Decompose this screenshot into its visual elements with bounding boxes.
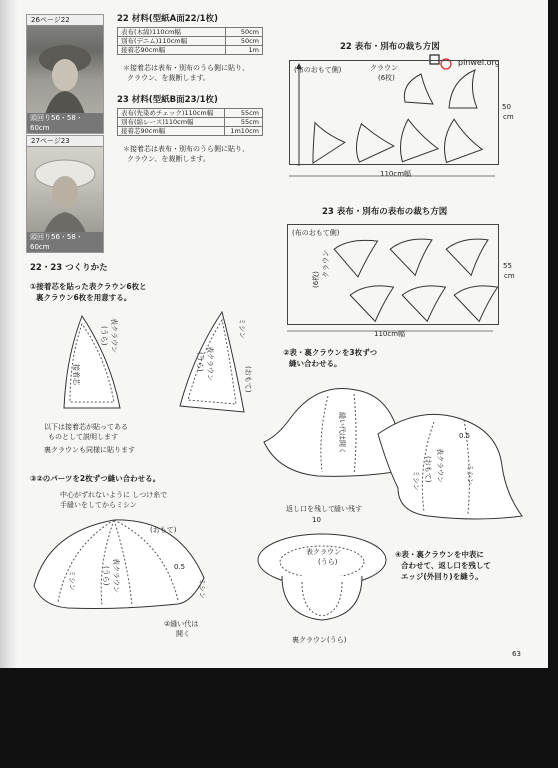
layout22-width: 110cm幅 xyxy=(380,170,412,178)
photo-22 xyxy=(26,14,104,134)
step3-text: ③②のパーツを2枚ずつ縫い合わせる。 xyxy=(30,474,161,483)
step3-mishin: ミシン xyxy=(68,570,76,591)
material23-title: 23 材料(型紙B面23/1枚) xyxy=(117,95,218,105)
layout23-unit: cm xyxy=(504,272,515,280)
step3-ura: (うら) xyxy=(102,566,110,586)
step2-mishin: ミシン xyxy=(466,464,474,485)
piece-a-label: (うら) xyxy=(100,326,108,346)
bullet-note: 以下は接着芯が貼ってある xyxy=(44,423,128,431)
book-spine xyxy=(0,0,18,668)
step1-text: ①接着芯を貼った表クラウン6枚と xyxy=(30,282,147,291)
layout22-height: 50 xyxy=(502,103,511,111)
layout23-crown-label: クラウン xyxy=(322,250,330,278)
step3-seam: ②縫い代は xyxy=(164,620,199,628)
step2-crowns xyxy=(258,376,538,526)
piece-b-inner: 表クラウン xyxy=(206,346,214,381)
step2-crown: 表クラウン xyxy=(436,448,444,483)
step3-note: 中心がずれないように しつけ糸で xyxy=(60,491,168,499)
photo-23 xyxy=(26,135,104,253)
layout23-width: 110cm幅 xyxy=(374,330,406,338)
table-row: 別布(デニム)110cm幅 50cm xyxy=(118,37,263,46)
page-number: 63 xyxy=(512,650,521,658)
table-row: 表布(木綿)110cm幅 50cm xyxy=(118,28,263,37)
step2-text: ②表・裏クラウンを3枚ずつ xyxy=(283,348,378,357)
photo-label: 27ページ23 xyxy=(27,136,103,147)
step4-crown: 表クラウン xyxy=(306,548,341,556)
layout22-pieces xyxy=(289,60,501,180)
step4-return: 返し口を残して xyxy=(286,505,335,513)
layout22-unit: cm xyxy=(503,113,514,121)
step4-ura: (うら) xyxy=(318,558,338,566)
layout23-crown-count: (6枚) xyxy=(312,271,320,288)
material22-table xyxy=(117,27,263,55)
step3-seam: 開く xyxy=(176,630,190,638)
material23-note: ＊接着芯は表布・別布のうら側に貼り、 xyxy=(123,145,249,153)
step2-mishin: ミシン xyxy=(412,470,420,491)
step4-crown xyxy=(252,520,396,638)
material23-table xyxy=(117,108,263,136)
layout22-fabric-label: (布のおもて側) xyxy=(294,66,342,74)
step4-text: エッジ(外回り)を縫う。 xyxy=(401,572,483,581)
piece-b-mishin: ミシン xyxy=(238,318,246,339)
table-row: 表布(先染めチェック)110cm幅 55cm xyxy=(118,109,263,118)
step2-text: 縫い合わせる。 xyxy=(289,359,342,368)
step2-seam: 縫い代は開く xyxy=(338,412,346,454)
photo-caption: 頭回り56・58・60cm xyxy=(27,113,103,133)
step3-omote: (おもて) xyxy=(150,526,177,534)
step3-crown: 表クラウン xyxy=(112,558,120,593)
step4-back: 裏クラウン(うら) xyxy=(292,636,347,644)
step2-05: 0.5 xyxy=(459,432,471,440)
table-row: 別布(綿レース)110cm幅 55cm xyxy=(118,118,263,127)
material22-note: ＊接着芯は表布・別布のうら側に貼り、 xyxy=(123,64,249,72)
bullet-note: 裏クラウンも同様に貼ります xyxy=(44,446,135,454)
step3-mishin: ミシン xyxy=(198,578,206,599)
step4-text: 合わせて、返し口を残して xyxy=(401,561,491,570)
piece-b-inner: (うら) xyxy=(196,352,204,372)
piece-a-label: 表クラウン xyxy=(110,318,118,353)
layout23-title: 23 表布・別布の表布の裁ち方図 xyxy=(322,207,448,217)
step3-crown xyxy=(28,508,228,628)
material22-note: クラウン、を裁断します。 xyxy=(127,74,210,82)
layout22-crown-label: クラウン xyxy=(370,64,398,72)
step2-omote: (おもて) xyxy=(424,456,432,483)
layout22-title: 22 表布・別布の裁ち方図 xyxy=(340,42,440,52)
material22-title: 22 材料(型紙A面22/1枚) xyxy=(117,14,218,24)
piece-a-inner: 接着芯 xyxy=(72,364,80,385)
step3-05: 0.5 xyxy=(174,563,186,571)
piece-b-inner: (おもて) xyxy=(244,366,252,393)
step4-text: ④表・裏クラウンを中表に xyxy=(395,550,484,559)
crown-piece-b xyxy=(178,308,268,418)
step4-sew: 縫い残す xyxy=(334,505,362,513)
bullet-note: ものとして説明します xyxy=(48,433,118,441)
howto-title: 22・23 つくりかた xyxy=(30,263,108,273)
layout23-pieces xyxy=(287,224,499,334)
layout23-fabric-label: (布のおもて側) xyxy=(292,229,340,237)
photo-caption: 頭回り56・58・60cm xyxy=(27,232,103,252)
step1-text: 裏クラウン6枚を用意する。 xyxy=(36,293,132,302)
layout22-crown-count: (6枚) xyxy=(378,74,395,82)
material23-note: クラウン、を裁断します。 xyxy=(127,155,210,163)
table-row: 接着芯90cm幅 1m xyxy=(118,46,263,55)
step3-note: 手縫いをしてからミシン xyxy=(60,501,137,509)
watermark-text: pinwei.org xyxy=(458,58,500,67)
table-row: 接着芯90cm幅 1m10cm xyxy=(118,127,263,136)
step4-10: 10 xyxy=(312,516,321,524)
layout23-height: 55 xyxy=(503,262,512,270)
photo-label: 26ページ22 xyxy=(27,15,103,26)
